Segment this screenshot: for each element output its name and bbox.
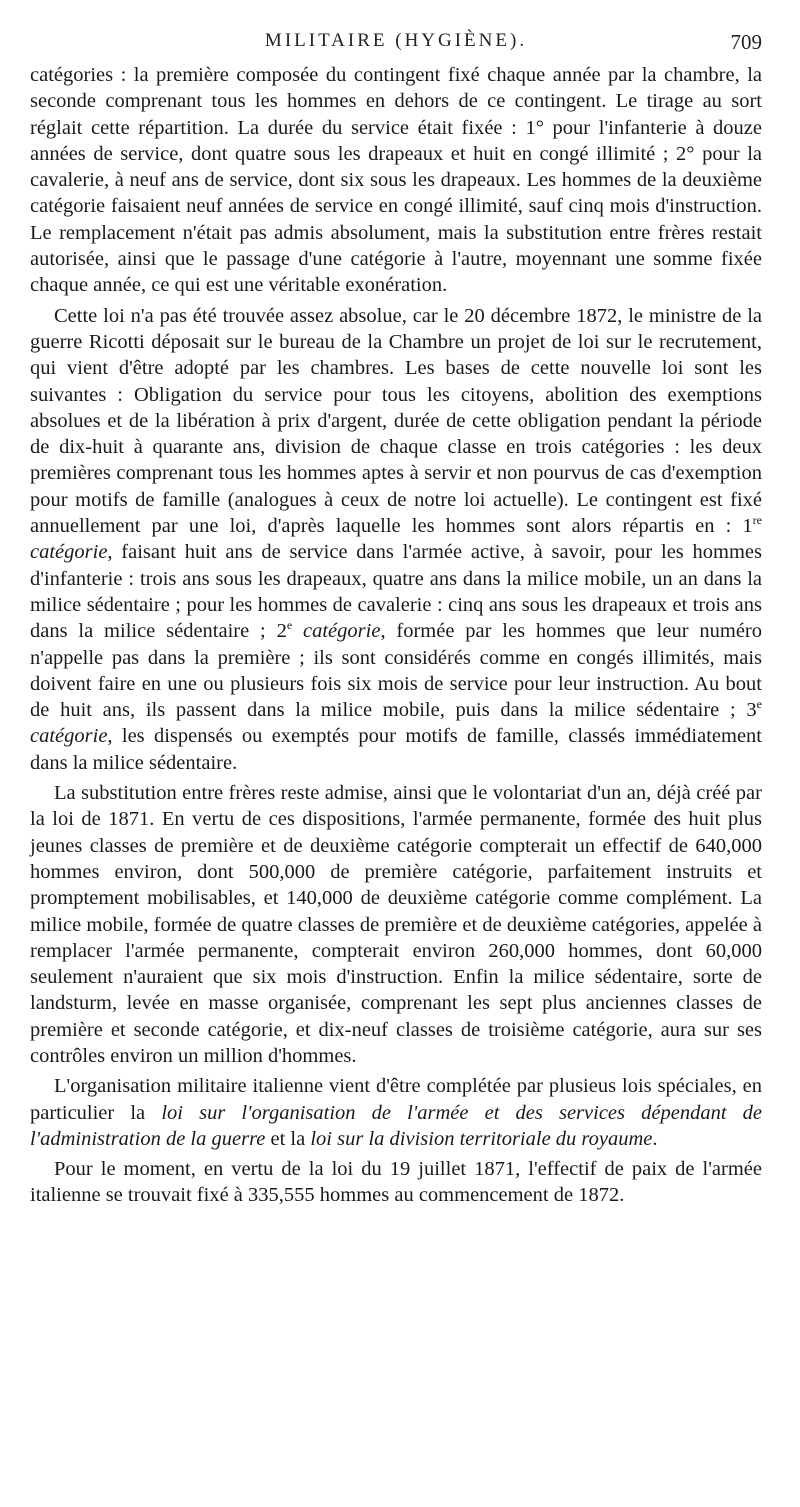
category-1-word: catégorie [30,541,108,564]
paragraph-4-text-a: L'organisation militaire italienne vient d'être complétée par plusieus lois spéciales, en particulier la [30,1075,762,1124]
paragraph-1: catégories : la première composée du contingent fixé chaque année par la chambre, la seconde comprenant tous les hommes en dehors de ce contingent. Le tirage au sort réglait cette répartition. La durée du service était fixée : 1° pour l'infanterie à douze années de service, dont quatre sous les drapeaux et huit en congé illimité ; 2° pour la cavalerie, à neuf ans de service, dont six sous les drapeaux. Les hommes de la deuxième catégorie faisaient neuf années de service en congé illimité, sauf cinq mois d'instruction. Le remplacement n'était pas admis absolument, mais la substitution entre frères restait autorisée, ainsi que le passage d'une catégorie à l'autre, moyennant une somme fixée chaque année, ce qui est une véritable exonération. [30,64,762,297]
paragraph-4 [30,1073,762,1152]
law-title-division: loi sur la division territoriale du royaume [310,1127,653,1150]
body-text [30,62,762,1209]
paragraph-2 [30,303,762,776]
category-2-superscript: e [286,618,293,633]
category-2-number: 2 [276,620,287,643]
law-title-organisation: loi sur l'organisation de l'armée et des services dépendant de l'administration de la guerre [30,1101,763,1150]
paragraph-2-text-a: Cette loi n'a pas été trouvée assez absolue, car le 20 décembre 1872, le ministre de la guerre Ricotti déposait sur le bureau de la Chambre un projet de loi sur le recrutement, qui vient d'être adopté par les chambres. Les bases de cette nouvelle loi sont les suivantes : Obligation du service pour tous les citoyens, abolition des exemptions absolues et de la libération à prix d'argent, durée de cette obligation pendant la période de dix-huit à quarante ans, division de chaque classe en trois catégories : les deux premières comprenant tous les hommes aptes à servir et non pourvus de cas d'exemption pour motifs de famille (analogues à ceux de notre loi actuelle). Le contingent est fixé annuellement par une loi, d'après laquelle les hommes sont alors répartis en : [30,304,762,538]
paragraph-3: La substitution entre frères reste admise, ainsi que le volontariat d'un an, déjà créé par la loi de 1871. En vertu de ces dispositions, l'armée permanente, formée des huit plus jeunes classes de première et de deuxième catégorie compterait un effectif de 640,000 hommes environ, dont 500,000 de première catégorie, parfaitement instruits et promptement mobilisables, et 140,000 de deuxième catégorie comme complément. La milice mobile, formée de quatre classes de première et de deuxième catégories, appelée à remplacer l'armée permanente, compterait environ 260,000 hommes, dont 60,000 seulement n'auraient que six mois d'instruction. Enfin la milice sédentaire, sorte de landsturm, levée en masse organisée, comprenant les sept plus anciennes classes de première et seconde catégorie, et dix-neuf classes de troisième catégorie, aura sur ses contrôles environ un million d'hommes. [30,782,762,1067]
category-3-superscript: e [756,697,762,712]
paragraph-2-text-d: , les dispensés ou exemptés pour motifs de famille, classés immédiatement dans la milice sédentaire. [30,725,762,774]
category-2-word: catégorie [303,620,381,643]
page-number: 709 [730,30,762,54]
paragraph-4-text-c: . [652,1127,658,1150]
paragraph-2-text-b: , faisant huit ans de service dans l'armée active, à savoir, pour les hommes d'infanterie : trois ans sous les drapeaux, quatre ans dans la milice mobile, un an dans la milice sédentaire ; pour les hommes de cavalerie : cinq ans sous les drapeaux et trois ans dans la milice sédentaire ; [30,541,762,643]
paragraph-2-text-c: , formée par les hommes que leur numéro n'appelle pas dans la première ; ils sont considérés comme en congés illimités, mais doivent faire en une ou plusieurs fois six mois de service pour leur instruction. Au bout de huit ans, ils passent dans la milice mobile, puis dans la milice sédentaire ; [30,620,762,722]
page-header [30,0,762,62]
category-3-number: 3 [746,699,757,722]
running-head: MILITAIRE (HYGIÈNE). [264,30,528,51]
category-3-word: catégorie [30,725,108,748]
paragraph-4-text-b: et la [270,1127,306,1150]
category-1-number: 1 [742,515,753,538]
category-1-superscript: re [752,513,762,528]
paragraph-5: Pour le moment, en vertu de la loi du 19 juillet 1871, l'effectif de paix de l'armée italienne se trouvait fixé à 335,555 hommes au commencement de 1872. [30,1158,762,1207]
